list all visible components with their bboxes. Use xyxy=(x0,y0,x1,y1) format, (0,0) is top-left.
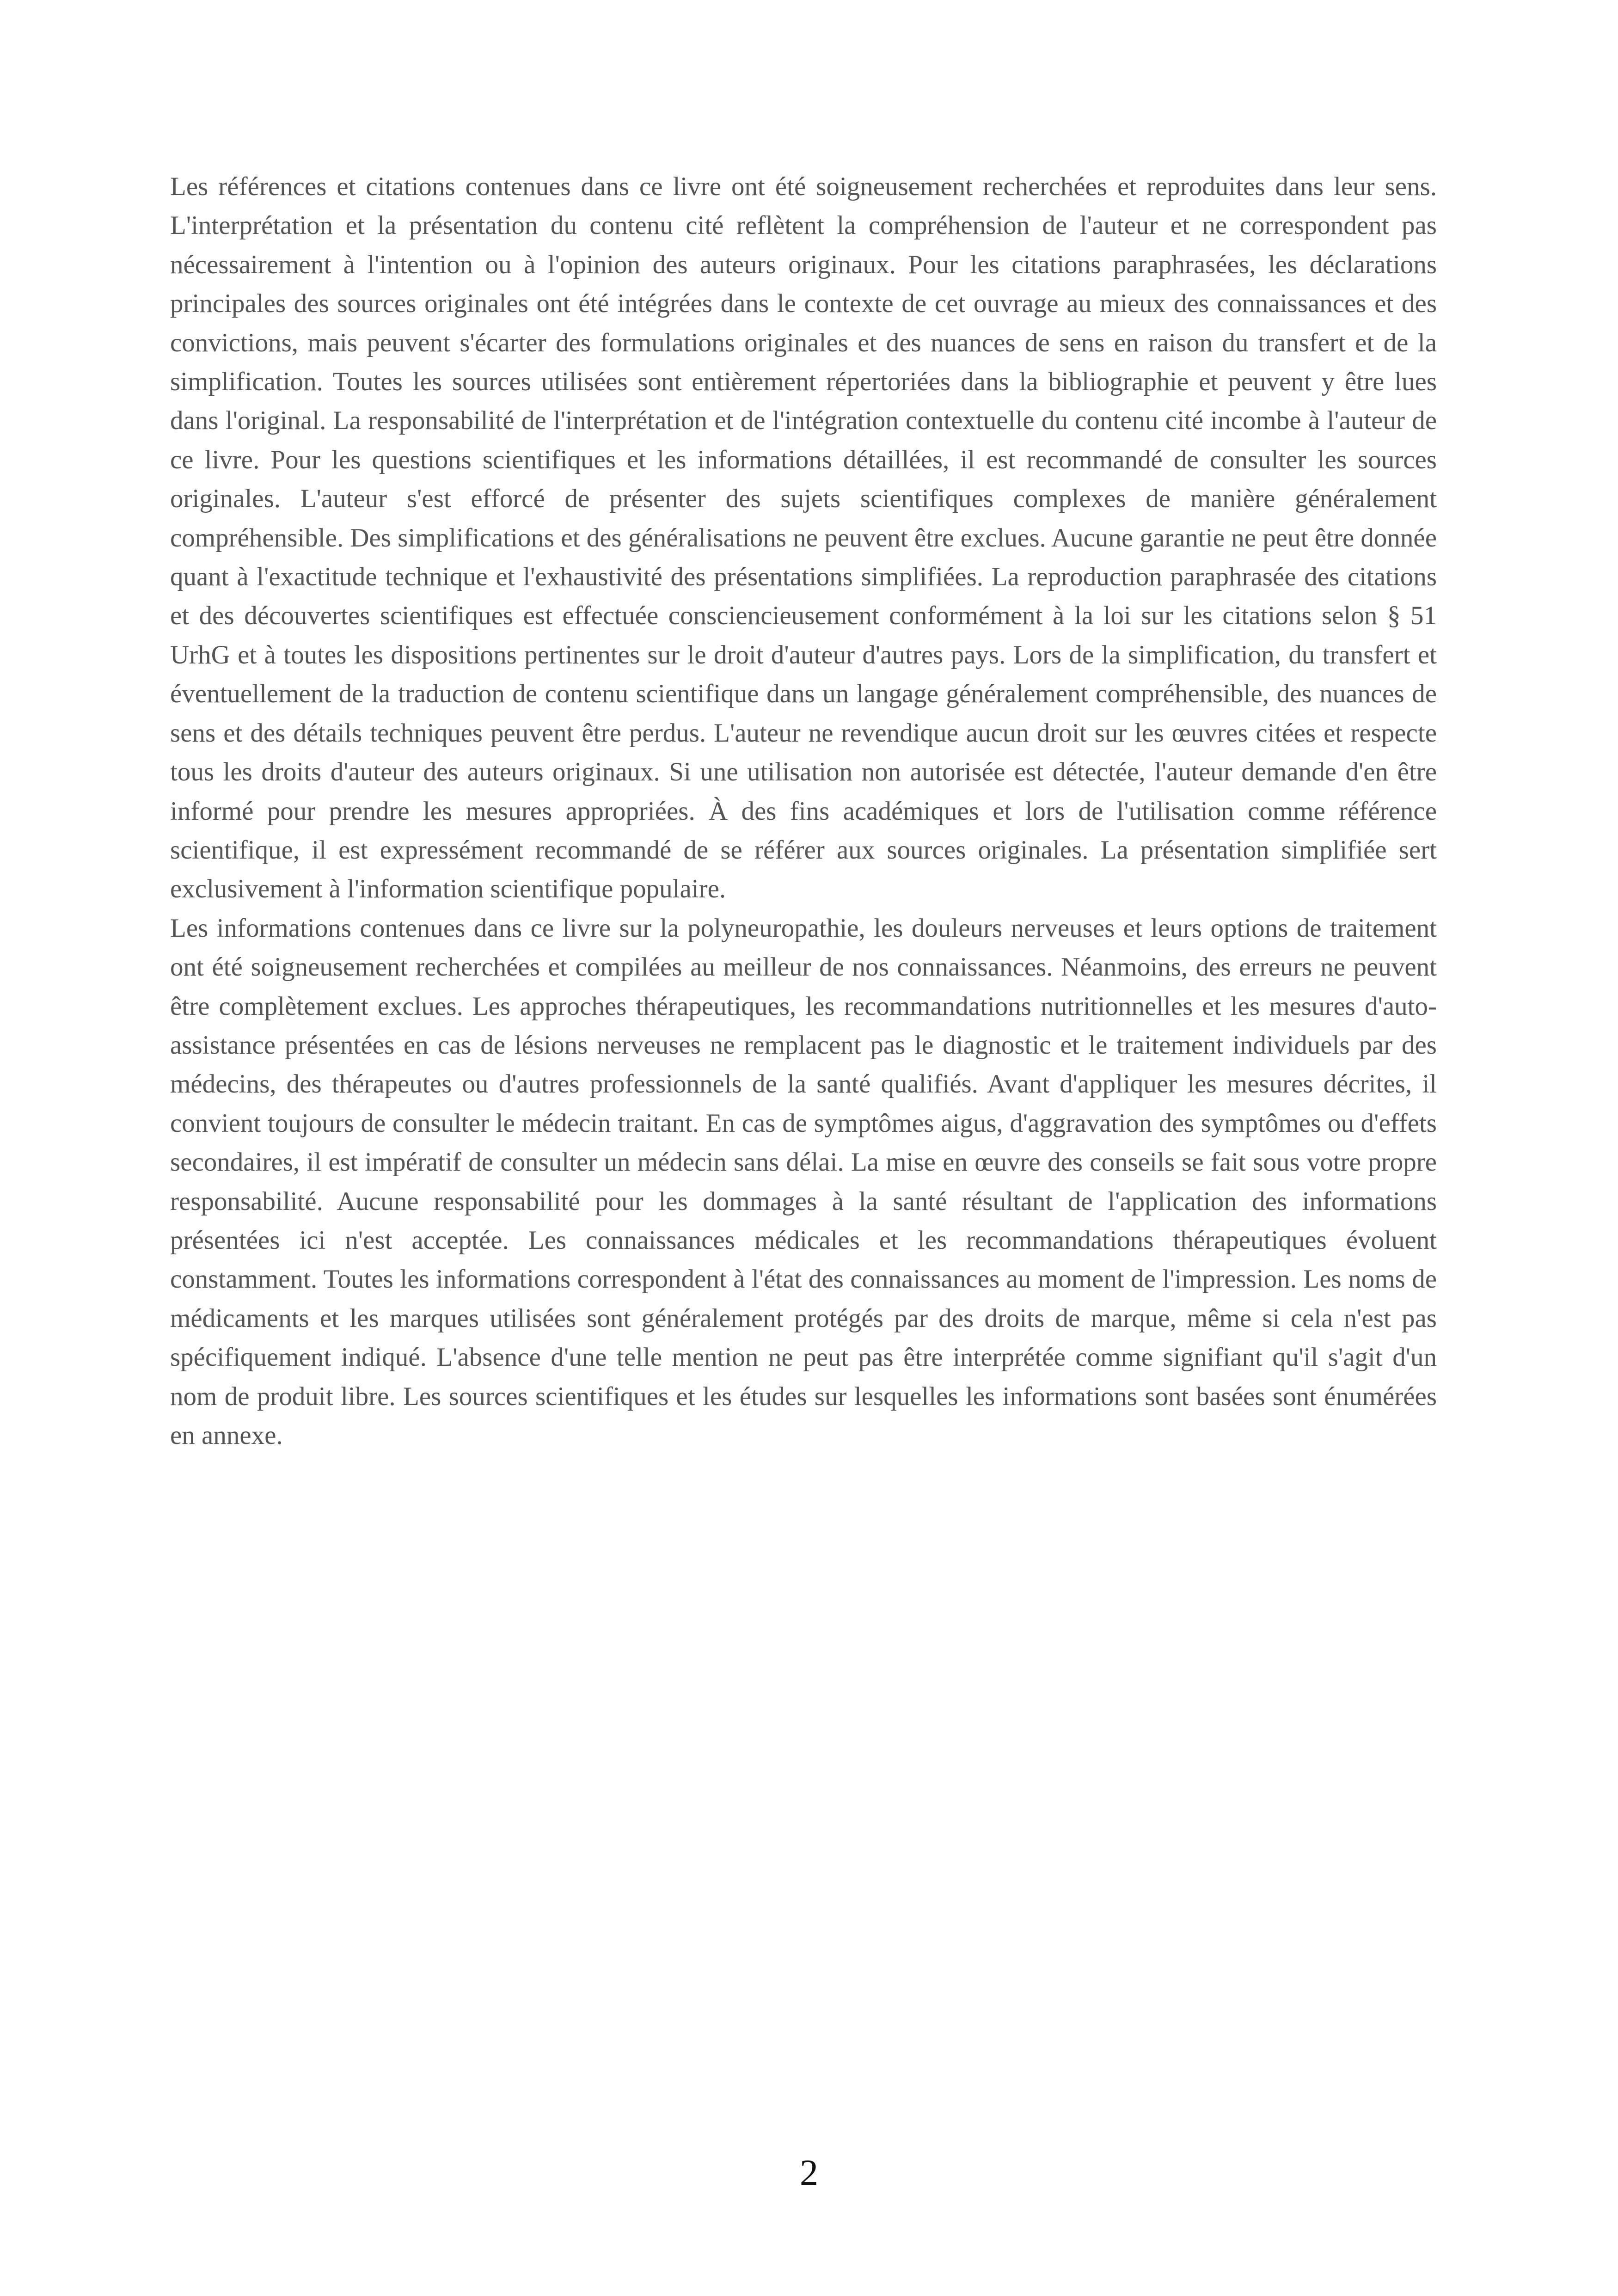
paragraph-medical-disclaimer: Les informations contenues dans ce livre sur la polyneuropathie, les douleurs nerveuses et leurs options de traitement ont été soigneusement recherchées et compilées au meilleur de nos connaissances. Néanmoins, des erreurs ne peuvent être complètement exclues. Les approches thérapeutiques, les recommandations nutritionnelles et les mesures d'auto-assistance présentées en cas de lésions nerveuses ne remplacent pas le diagnostic et le traitement individuels par des médecins, des thérapeutes ou d'autres professionnels de la santé qualifiés. Avant d'appliquer les mesures décrites, il convient toujours de consulter le médecin traitant. En cas de symptômes aigus, d'aggravation des symptômes ou d'effets secondaires, il est impératif de consulter un médecin sans délai. La mise en œuvre des conseils se fait sous votre propre responsabilité. Aucune responsabilité pour les dommages à la santé résultant de l'application des informations présentées ici n'est acceptée. Les connaissances médicales et les recommandations thérapeutiques évoluent constamment. Toutes les informations correspondent à l'état des connaissances au moment de l'impression. Les noms de médicaments et les marques utilisées sont généralement protégés par des droits de marque, même si cela n'est pas spécifiquement indiqué. L'absence d'une telle mention ne peut pas être interprétée comme signifiant qu'il s'agit d'un nom de produit libre. Les sources scientifiques et les études sur lesquelles les informations sont basées sont énumérées en annexe. xyxy=(170,913,1437,1450)
body-text xyxy=(170,167,1437,1455)
paragraph-references-disclaimer: Les références et citations contenues dans ce livre ont été soigneusement recherchées et reproduites dans leur sens. L'interprétation et la présentation du contenu cité reflètent la compréhension de l'auteur et ne correspondent pas nécessairement à l'intention ou à l'opinion des auteurs originaux. Pour les citations paraphrasées, les déclarations principales des sources originales ont été intégrées dans le contexte de cet ouvrage au mieux des connaissances et des convictions, mais peuvent s'écarter des formulations originales et des nuances de sens en raison du transfert et de la simplification. Toutes les sources utilisées sont entièrement répertoriées dans la bibliographie et peuvent y être lues dans l'original. La responsabilité de l'interprétation et de l'intégration contextuelle du contenu cité incombe à l'auteur de ce livre. Pour les questions scientifiques et les informations détaillées, il est recommandé de consulter les sources originales. L'auteur s'est efforcé de présenter des sujets scientifiques complexes de manière généralement compréhensible. Des simplifications et des généralisations ne peuvent être exclues. Aucune garantie ne peut être donnée quant à l'exactitude technique et l'exhaustivité des présentations simplifiées. La reproduction paraphrasée des citations et des découvertes scientifiques est effectuée consciencieusement conformément à la loi sur les citations selon § 51 UrhG et à toutes les dispositions pertinentes sur le droit d'auteur d'autres pays. Lors de la simplification, du transfert et éventuellement de la traduction de contenu scientifique dans un langage généralement compréhensible, des nuances de sens et des détails techniques peuvent être perdus. L'auteur ne revendique aucun droit sur les œuvres citées et respecte tous les droits d'auteur des auteurs originaux. Si une utilisation non autorisée est détectée, l'auteur demande d'en être informé pour prendre les mesures appropriées. À des fins académiques et lors de l'utilisation comme référence scientifique, il est expressément recommandé de se référer aux sources originales. La présentation simplifiée sert exclusivement à l'information scientifique populaire. xyxy=(170,172,1437,904)
page-number: 2 xyxy=(800,2153,818,2193)
